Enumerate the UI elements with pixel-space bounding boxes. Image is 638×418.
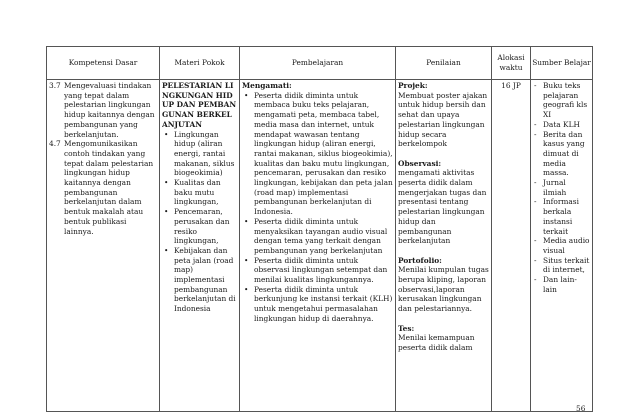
sumber-item: - Informasi berkala instansi terkait: [533, 197, 590, 236]
tes-text: Menilai kemampuan peserta didik dalam: [398, 333, 475, 352]
sumber-item: - Jurnal ilmiah: [533, 178, 590, 197]
projek-text: Membuat poster ajakan untuk hidup bersih dan sehat dan upaya pelestarian lingkungan hidup secara berkelompok: [398, 90, 488, 149]
header-materi-pokok: Materi Pokok: [160, 47, 240, 80]
sumber-item: - Data KLH: [533, 120, 590, 130]
kompetensi-cell: [47, 80, 160, 412]
header-penilaian: Penilaian: [396, 47, 492, 80]
pembelajaran-item: • Peserta didik diminta untuk berkunjung ke instansi terkait (KLH) untuk mengetahui permasalahan lingkungan hidup di daerahnya.: [242, 285, 393, 324]
materi-cell: [160, 80, 240, 412]
observasi-title: Observasi:: [398, 158, 442, 168]
pembelajaran-list: [242, 91, 393, 324]
materi-list: [162, 130, 237, 314]
header-pembelajaran: Pembelajaran: [240, 47, 396, 80]
header-alokasi-waktu: Alokasi waktu: [492, 47, 531, 80]
spacer: [398, 149, 489, 159]
pembelajaran-cell: [240, 80, 396, 412]
sumber-item: - Buku teks pelajaran geografi kls XI: [533, 81, 590, 120]
sumber-item: - Media audio visual: [533, 236, 590, 255]
sumber-item: - Berita dan kasus yang dimuat di media massa.: [533, 130, 590, 179]
materi-item: • Lingkungan hidup (aliran energi, rantai makanan, siklus biogeokimia): [162, 130, 237, 179]
projek-title: Projek:: [398, 81, 428, 90]
sumber-list: [533, 81, 590, 294]
header-sumber-belajar: Sumber Belajar: [531, 47, 593, 80]
tes-title: Tes:: [398, 323, 415, 333]
page-number: 56: [576, 404, 586, 413]
header-kompetensi-dasar: Kompetensi Dasar: [47, 47, 160, 80]
sumber-item: - Dan lain-lain: [533, 275, 590, 294]
pembelajaran-item: • Peserta didik diminta untuk membaca buku teks pelajaran, mengamati peta, membaca tabel, media masa dan internet, untuk mendapat wawasan tentang lingkungan hidup (aliran energi, rantai makanan, siklus biogeokimia), kualitas dan baku mutu lingkungan, pencemaran, perusakan dan resiko lingkungan, kebijakan dan peta jalan (road map) implementasi pembangunan berkelanjutan di Indonesia.: [242, 91, 393, 217]
materi-item: • Kualitas dan baku mutu lingkungan,: [162, 178, 237, 207]
kompetensi-text: Mengomunikasikan contoh tindakan yang tepat dalam pelestarian lingkungan hidup kaitannya dengan pembangunan berkelanjutan dalam bentuk makalah atau bentuk publikasi lainnya.: [64, 139, 154, 236]
pembelajaran-item: • Peserta didik diminta untuk menyaksikan tayangan audio visual dengan tema yang terkait dengan pembangunan yang berkelanjutan: [242, 217, 393, 256]
materi-item: • Kebijakan dan peta jalan (road map) implementasi pembangunan berkelanjutan di Indonesia: [162, 246, 237, 314]
kompetensi-number: 3.7: [49, 81, 61, 90]
portofolio-text: Menilai kumpulan tugas berupa kliping, laporan observasi,laporan kerusakan lingkungan dan pelestariannya.: [398, 265, 489, 314]
header-row: [47, 47, 593, 80]
spacer: [398, 246, 489, 256]
pembelajaran-item: • Peserta didik diminta untuk observasi lingkungan setempat dan menilai kualitas lingkungannya.: [242, 256, 393, 285]
syllabus-table: [46, 46, 593, 412]
observasi-text: mengamati aktivitas peserta didik dalam mengerjakan tugas dan presentasi tentang pelestarian lingkungan hidup dan pembangunan berkelanjutan: [398, 168, 487, 246]
materi-item: • Pencemaran, perusakan dan resiko lingkungan,: [162, 207, 237, 246]
content-row: [47, 80, 593, 412]
portofolio-title: Portofolio:: [398, 255, 442, 265]
pembelajaran-title: Mengamati:: [242, 81, 292, 90]
penilaian-cell: [396, 80, 492, 412]
materi-title: PELESTARIAN LINGKUNGAN HIDUP DAN PEMBANGUNAN BERKELANJUTAN: [162, 81, 237, 129]
kompetensi-item: [49, 81, 157, 139]
kompetensi-list: [49, 81, 157, 236]
alokasi-value: 16 JP: [501, 81, 521, 90]
kompetensi-number: 4.7: [49, 139, 61, 149]
sumber-item: - Situs terkait di internet,: [533, 256, 590, 275]
kompetensi-item: [49, 139, 157, 236]
sumber-cell: [531, 80, 593, 412]
alokasi-cell: [492, 80, 531, 412]
spacer: [398, 314, 489, 324]
kompetensi-text: Mengevaluasi tindakan yang tepat dalam pelestarian lingkungan hidup kaitannya dengan pembangunan yang berkelanjutan.: [64, 81, 155, 139]
